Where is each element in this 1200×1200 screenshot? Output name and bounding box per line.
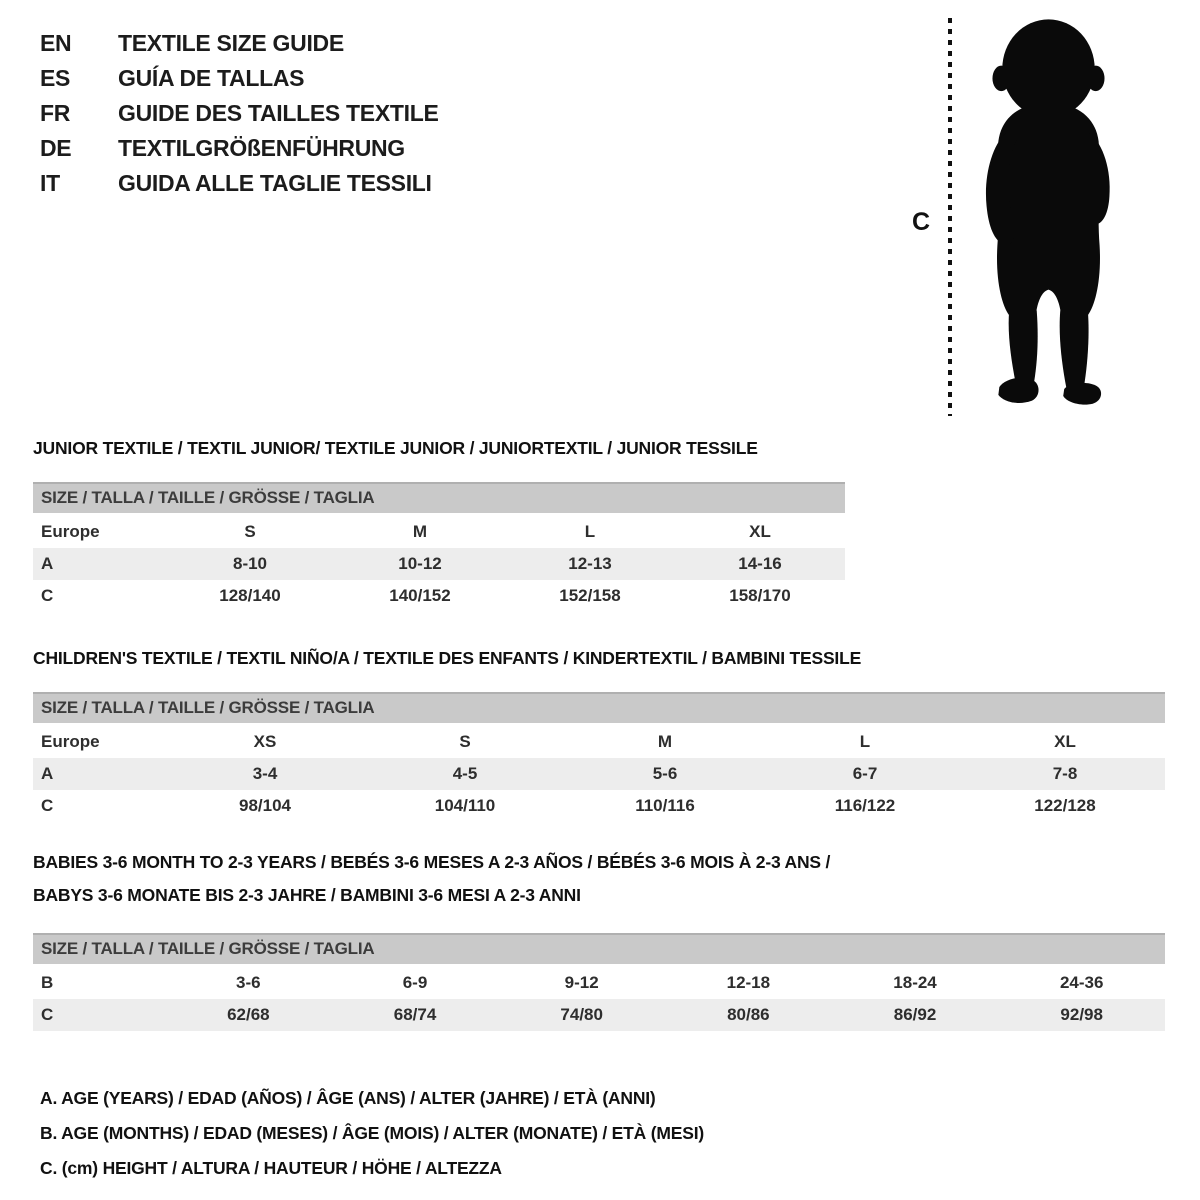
language-code: DE: [40, 135, 72, 161]
header-area: [0, 0, 1200, 432]
cell: 68/74: [393, 1005, 437, 1024]
language-row: [40, 131, 439, 166]
cell: 122/128: [1034, 796, 1096, 815]
language-code: ES: [40, 65, 71, 91]
cell: 14-16: [738, 554, 782, 573]
size-table-header: SIZE / TALLA / TAILLE / GRÖSSE / TAGLIA: [33, 933, 1165, 964]
language-title: GUIDE DES TAILLES TEXTILE: [118, 100, 439, 126]
cell: 10-12: [398, 554, 442, 573]
table-row: [33, 516, 845, 548]
cell: 8-10: [232, 554, 268, 573]
toddler-silhouette: [962, 14, 1134, 414]
height-measure-figure: [900, 8, 1186, 424]
row-label: A: [41, 764, 54, 783]
junior-size-table: [33, 482, 845, 612]
language-title: GUIDA ALLE TAGLIE TESSILI: [118, 170, 432, 196]
table-row: [33, 790, 1165, 822]
cell: 140/152: [389, 586, 451, 605]
language-code: EN: [40, 30, 72, 56]
table-rows: [33, 967, 1165, 1031]
cell: 80/86: [727, 1005, 770, 1024]
cell: 152/158: [559, 586, 621, 605]
legend-line-b: B. AGE (MONTHS) / EDAD (MESES) / ÂGE (MOIS) / ALTER (MONATE) / ETÀ (MESI): [40, 1123, 704, 1143]
cell: XS: [253, 732, 277, 751]
cell: 104/110: [434, 796, 496, 815]
section-childrens-textile: [33, 648, 1200, 822]
legend-line-c: C. (cm) HEIGHT / ALTURA / HAUTEUR / HÖHE / ALTEZZA: [40, 1158, 502, 1178]
cell: 6-9: [402, 973, 428, 992]
language-title: TEXTILE SIZE GUIDE: [118, 30, 344, 56]
language-row: [40, 26, 439, 61]
language-row: [40, 61, 439, 96]
cell: L: [859, 732, 871, 751]
cell: 128/140: [219, 586, 281, 605]
table-row: [33, 967, 1165, 999]
size-sections: [0, 438, 1200, 1031]
row-label: B: [41, 973, 54, 992]
table-rows: [33, 516, 845, 612]
section-title-line-1: BABIES 3-6 MONTH TO 2-3 YEARS / BEBÉS 3-6 MESES A 2-3 AÑOS / BÉBÉS 3-6 MOIS À 2-3 ANS /: [33, 852, 831, 872]
cell: XL: [1054, 732, 1076, 751]
section-title: JUNIOR TEXTILE / TEXTIL JUNIOR/ TEXTILE JUNIOR / JUNIORTEXTIL / JUNIOR TESSILE: [33, 438, 758, 458]
babies-size-table: [33, 933, 1165, 1031]
size-table-header: SIZE / TALLA / TAILLE / GRÖSSE / TAGLIA: [33, 692, 1165, 723]
children-size-table: [33, 692, 1165, 822]
cell: 4-5: [452, 764, 478, 783]
cell: 158/170: [729, 586, 791, 605]
cell: 98/104: [239, 796, 291, 815]
cell: 92/98: [1060, 1005, 1103, 1024]
language-title: TEXTILGRÖßENFÜHRUNG: [118, 135, 405, 161]
cell: 3-6: [236, 973, 261, 992]
row-label: C: [41, 796, 54, 815]
language-code: FR: [40, 100, 71, 126]
cell: 24-36: [1059, 973, 1104, 992]
row-label: Europe: [41, 522, 100, 541]
table-row: [33, 548, 845, 580]
cell: 6-7: [852, 764, 878, 783]
section-babies-textile: [33, 852, 1200, 1031]
cell: XL: [749, 522, 771, 541]
language-row: [40, 96, 439, 131]
section-title-line-2: BABYS 3-6 MONATE BIS 2-3 JAHRE / BAMBINI 3-6 MESI A 2-3 ANNI: [33, 885, 581, 905]
cell: 110/116: [635, 796, 695, 815]
language-title-list: [40, 26, 439, 201]
cell: S: [459, 732, 471, 751]
section-title: CHILDREN'S TEXTILE / TEXTIL NIÑO/A / TEXTILE DES ENFANTS / KINDERTEXTIL / BAMBINI TESSILE: [33, 648, 862, 668]
cell: 5-6: [652, 764, 678, 783]
cell: L: [584, 522, 596, 541]
table-row: [33, 580, 845, 612]
height-measure-label: C: [912, 208, 931, 236]
cell: 12-13: [568, 554, 612, 573]
measure-legend: [0, 1081, 1200, 1186]
cell: 18-24: [893, 973, 937, 992]
table-rows: [33, 726, 1165, 822]
cell: 3-4: [252, 764, 278, 783]
cell: 62/68: [227, 1005, 270, 1024]
size-table-header: SIZE / TALLA / TAILLE / GRÖSSE / TAGLIA: [33, 482, 845, 513]
table-row: [33, 758, 1165, 790]
cell: M: [412, 522, 428, 541]
row-label: A: [41, 554, 54, 573]
cell: S: [244, 522, 256, 541]
cell: 116/122: [834, 796, 896, 815]
table-row: [33, 999, 1165, 1031]
cell: 12-18: [726, 973, 771, 992]
language-row: [40, 166, 439, 201]
row-label: C: [41, 586, 54, 605]
cell: M: [657, 732, 673, 751]
height-dashed-line: [948, 18, 952, 416]
cell: 9-12: [564, 973, 599, 992]
row-label: C: [41, 1005, 54, 1024]
section-junior-textile: [33, 438, 1200, 612]
row-label: Europe: [41, 732, 100, 751]
table-row: [33, 726, 1165, 758]
language-code: IT: [40, 170, 60, 196]
legend-line-a: A. AGE (YEARS) / EDAD (AÑOS) / ÂGE (ANS) / ALTER (JAHRE) / ETÀ (ANNI): [40, 1088, 656, 1108]
cell: 7-8: [1052, 764, 1078, 783]
language-title: GUÍA DE TALLAS: [118, 65, 305, 91]
cell: 74/80: [560, 1005, 603, 1024]
cell: 86/92: [893, 1005, 937, 1024]
